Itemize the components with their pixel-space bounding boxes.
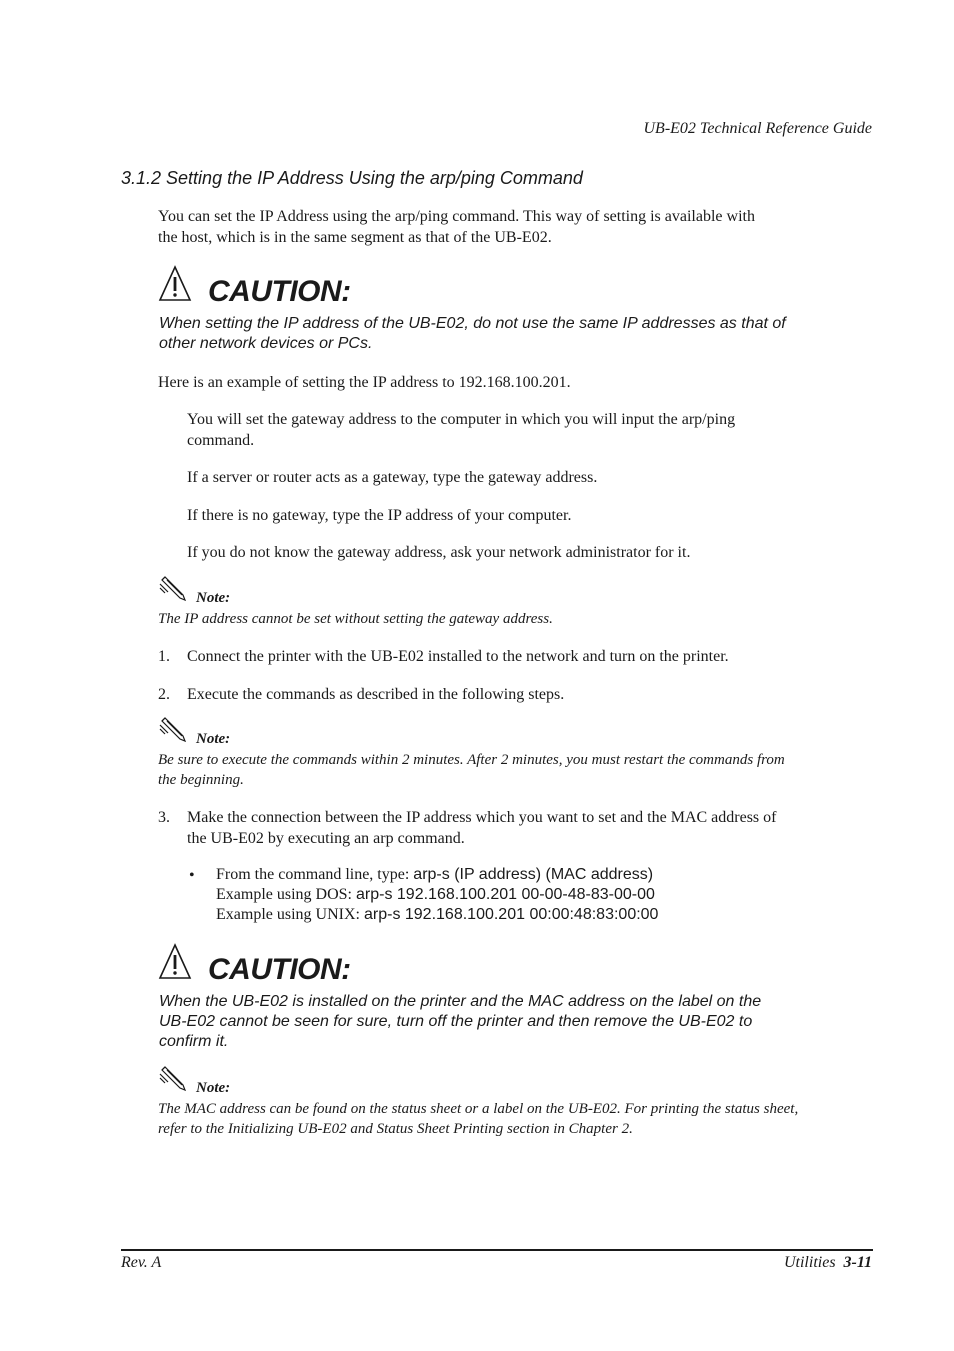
- step3-line-2: the UB-E02 by executing an arp command.: [187, 830, 465, 847]
- step-text-1: Connect the printer with the UB-E02 installed to the network and turn on the printer.: [187, 648, 729, 665]
- gateway-p1-line-2: command.: [187, 432, 255, 449]
- gateway-p1-line-1: You will set the gateway address to the computer in which you will input the arp/ping: [187, 411, 736, 428]
- step3-line-1: Make the connection between the IP address which you want to set and the MAC address of: [187, 809, 777, 826]
- footer-page-number: 3-11: [843, 1254, 872, 1271]
- caution2-line-1: When the UB-E02 is installed on the printer and the MAC address on the label on the: [159, 993, 762, 1010]
- warning-triangle-icon: [158, 942, 192, 980]
- step-number-1: 1.: [158, 648, 170, 665]
- warning-triangle-icon: [158, 264, 192, 302]
- bullet-line-2: [216, 885, 658, 905]
- note-body-1: The IP address cannot be set without setting the gateway address.: [158, 611, 553, 627]
- note-title-3: Note:: [196, 1080, 231, 1096]
- bullet-line-1: [216, 865, 658, 885]
- note2-line-1: Be sure to execute the commands within 2 minutes. After 2 minutes, you must restart the commands from: [158, 752, 785, 768]
- note-body-2: [158, 750, 785, 790]
- caution-title-1: CAUTION:: [208, 275, 351, 308]
- step-number-2: 2.: [158, 686, 170, 703]
- step-number-3: 3.: [158, 809, 170, 826]
- bullet-line-2-code: arp-s 192.168.100.201 00-00-48-83-00-00: [356, 886, 655, 903]
- section-heading: 3.1.2 Setting the IP Address Using the arp/ping Command: [121, 168, 583, 188]
- bullet-line-3-code: arp-s 192.168.100.201 00:00:48:83:00:00: [363, 906, 659, 923]
- note-body-3: [158, 1099, 798, 1139]
- bullet-line-3: [216, 905, 658, 925]
- pencil-note-icon: [158, 715, 188, 745]
- bullet-line-1-code: arp-s (IP address) (MAC address): [413, 866, 654, 883]
- note-block-3: [158, 1064, 188, 1099]
- bullet-marker: •: [189, 867, 195, 884]
- intro-line-2: the host, which is in the same segment as that of the UB-E02.: [158, 229, 552, 246]
- note3-line-1: The MAC address can be found on the status sheet or a label on the UB-E02. For printing the status sheet,: [158, 1101, 799, 1117]
- intro-line-1: You can set the IP Address using the arp/ping command. This way of setting is available with: [158, 208, 755, 225]
- gateway-paragraph-1: [187, 409, 735, 451]
- caution1-line-1: When setting the IP address of the UB-E02, do not use the same IP addresses as that of: [159, 315, 786, 332]
- footer-page-info: [784, 1254, 872, 1272]
- gateway-paragraph-2: If a server or router acts as a gateway, type the gateway address.: [187, 469, 598, 486]
- note3-line-2: refer to the Initializing UB-E02 and Status Sheet Printing section in Chapter 2.: [158, 1121, 633, 1137]
- note2-line-2: the beginning.: [158, 772, 244, 788]
- step-text-2: Execute the commands as described in the following steps.: [187, 686, 565, 703]
- note-title-1: Note:: [196, 590, 231, 606]
- caution-title-2: CAUTION:: [208, 953, 351, 986]
- caution2-line-2: UB-E02 cannot be seen for sure, turn off the printer and then remove the UB-E02 to: [159, 1013, 753, 1030]
- note-title-2: Note:: [196, 731, 231, 747]
- gateway-paragraph-3: If there is no gateway, type the IP address of your computer.: [187, 507, 572, 524]
- footer-chapter: Utilities: [783, 1254, 836, 1271]
- caution1-line-2: other network devices or PCs.: [159, 335, 373, 352]
- footer-rule: [121, 1249, 873, 1251]
- pencil-note-icon: [158, 574, 188, 604]
- note-block-1: [158, 574, 188, 609]
- caution-block-1: [158, 264, 192, 307]
- pencil-note-icon: [158, 1064, 188, 1094]
- note-block-2: [158, 715, 188, 750]
- bullet-line-3-prefix: Example using UNIX:: [216, 906, 364, 923]
- caution2-line-3: confirm it.: [159, 1033, 229, 1050]
- bullet-line-1-prefix: From the command line, type:: [216, 866, 414, 883]
- bullet-content: [216, 865, 658, 925]
- caution-body-2: [159, 992, 761, 1052]
- step-text-3: [187, 807, 776, 849]
- caution-block-2: [158, 942, 192, 985]
- footer-revision: Rev. A: [121, 1254, 162, 1271]
- gateway-paragraph-4: If you do not know the gateway address, ask your network administrator for it.: [187, 544, 691, 561]
- example-intro: Here is an example of setting the IP address to 192.168.100.201.: [158, 374, 571, 391]
- caution-body-1: [159, 314, 786, 354]
- running-header: UB-E02 Technical Reference Guide: [643, 120, 872, 137]
- intro-paragraph: [158, 206, 755, 248]
- bullet-line-2-prefix: Example using DOS:: [216, 886, 356, 903]
